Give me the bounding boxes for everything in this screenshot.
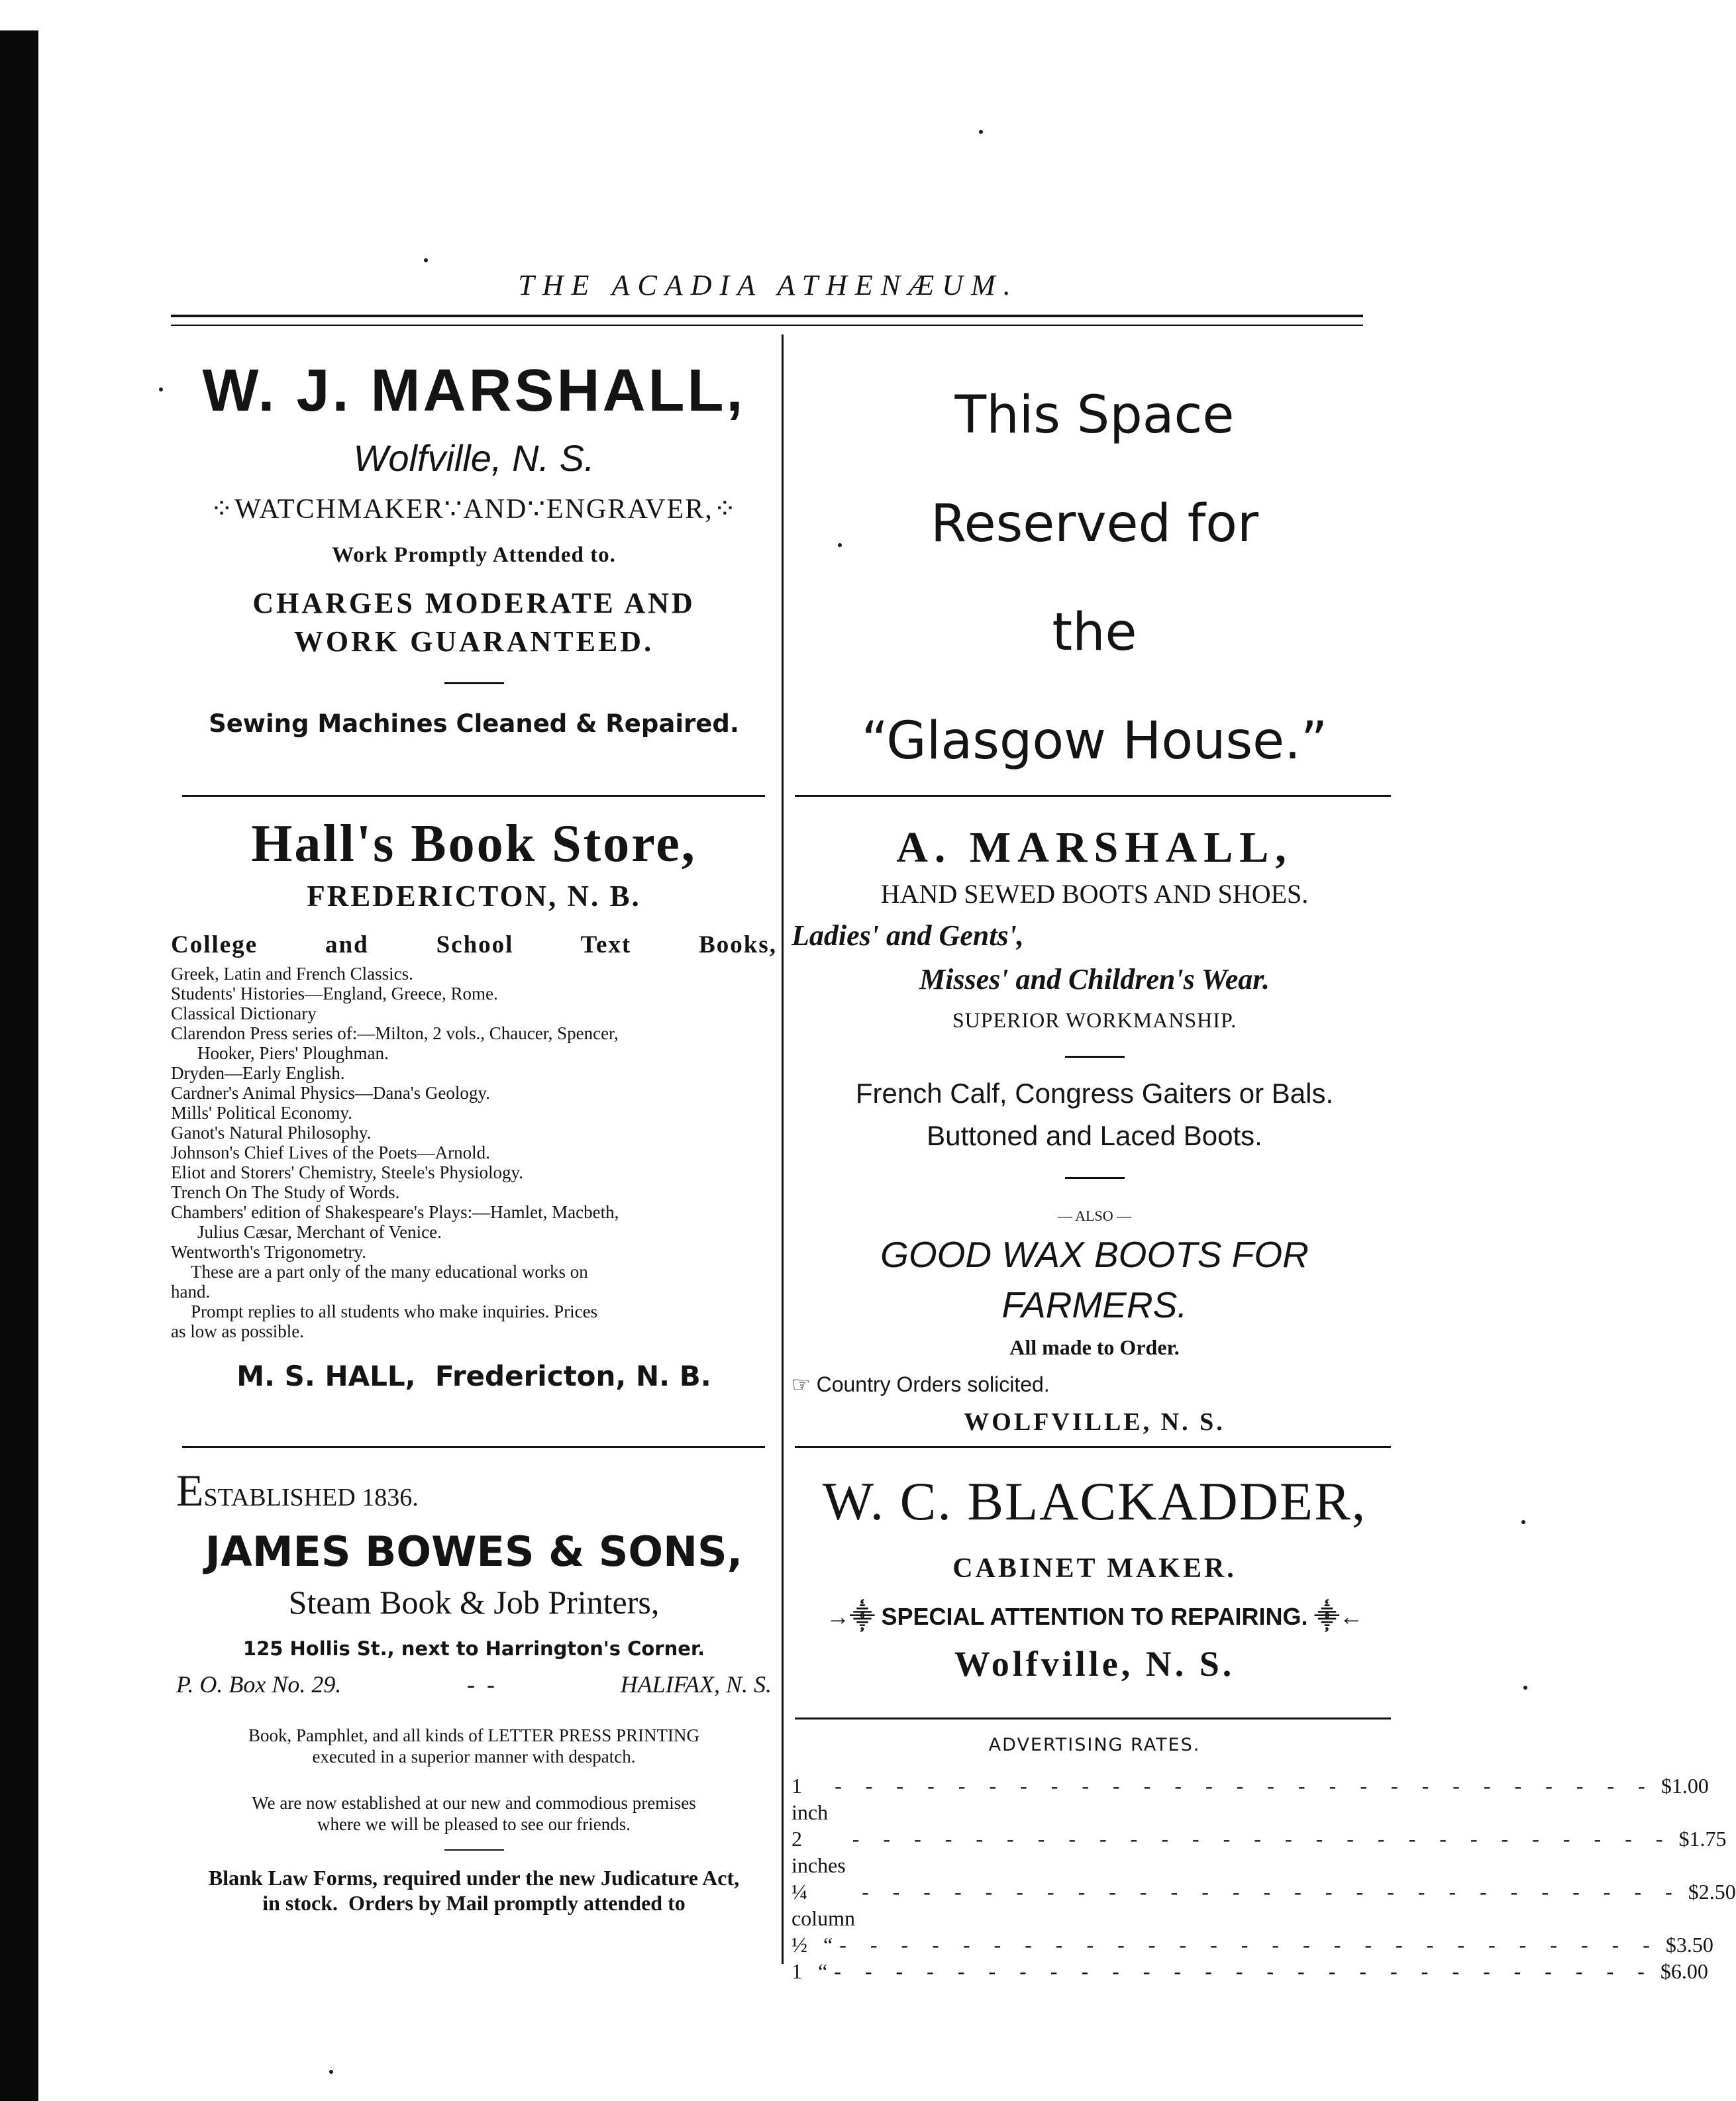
separator [1065, 1177, 1125, 1179]
column-divider [782, 334, 784, 1964]
speck [1523, 1686, 1527, 1690]
ad-text: Work Promptly Attended to. [332, 543, 616, 567]
section-rule [795, 795, 1391, 797]
ad-glasgow-house [791, 361, 1398, 795]
ad-text: WOLFVILLE, N. S. [964, 1408, 1225, 1436]
table-row: 2 inches - - - - - - - - - - - - - - - - - - - - - - - - - - - $1.75 [791, 1827, 1727, 1877]
ad-text: Sewing Machines Cleaned & Repaired. [209, 709, 739, 738]
ad-james-bowes [171, 1467, 777, 1916]
ad-text: in stock. Orders by Mail promptly attended to [262, 1891, 686, 1915]
speck [329, 2070, 333, 2074]
list-item: Trench On The Study of Words. [171, 1182, 400, 1202]
ad-text: WORK GUARANTEED. [293, 625, 654, 658]
est-text: STABLISHED 1836. [203, 1484, 419, 1512]
ad-text: “Glasgow House.” [861, 711, 1328, 771]
rate-price: $1.75 [1678, 1827, 1727, 1851]
ad-title: W. J. MARSHALL, [202, 358, 746, 424]
separator [444, 1849, 504, 1851]
ad-place: Wolfville, N. S. [353, 437, 595, 479]
drop-cap: E [176, 1465, 204, 1515]
ad-text: We are now established at our new and commodious premises [252, 1793, 696, 1813]
ad-text: where we will be pleased to see our friends. [317, 1814, 631, 1834]
ad-text: Ladies' and Gents', [791, 919, 1024, 952]
po-box: P. O. Box No. 29. [176, 1671, 342, 1698]
list-item: Classical Dictionary [171, 1003, 317, 1023]
list-item: Eliot and Storers' Chemistry, Steele's Physiology. [171, 1162, 523, 1182]
header-rule [171, 325, 1363, 326]
rate-label: ½ “ [791, 1933, 833, 1957]
speck [159, 387, 163, 391]
ad-address: 125 Hollis St., next to Harrington's Corner. [242, 1637, 705, 1660]
section-rule [795, 1446, 1391, 1448]
list-item: Students' Histories—England, Greece, Rome. [171, 984, 498, 1003]
ad-wj-marshall [171, 358, 777, 744]
rate-price: $1.00 [1660, 1774, 1709, 1798]
section-rule [182, 795, 765, 797]
table-row: ½ “ - - - - - - - - - - - - - - - - - - - - - - - - - - - $3.50 [791, 1933, 1713, 1957]
list-item: Johnson's Chief Lives of the Poets—Arnold. [171, 1143, 490, 1162]
header-rule [171, 315, 1363, 317]
rate-label: ¼ column [791, 1880, 855, 1930]
ad-title: Hall's Book Store, [251, 815, 697, 873]
rates-title: ADVERTISING RATES. [988, 1735, 1201, 1755]
ad-text: This Space [954, 385, 1235, 445]
ad-blackadder [791, 1467, 1398, 1687]
ad-trade: Steam Book & Job Printers, [288, 1584, 660, 1621]
list-item: Ganot's Natural Philosophy. [171, 1123, 372, 1143]
ad-text: Reserved for [930, 494, 1259, 554]
ad-text: Blank Law Forms, required under the new Judicature Act, [208, 1866, 740, 1890]
ad-text: SUPERIOR WORKMANSHIP. [952, 1008, 1237, 1032]
ad-trade: CABINET MAKER. [952, 1553, 1237, 1584]
city: HALIFAX, N. S. [620, 1671, 772, 1698]
rate-label: 2 inches [791, 1827, 846, 1877]
list-item: Clarendon Press series of:—Milton, 2 vols., Chaucer, Spencer, [171, 1023, 619, 1043]
list-item: Prompt replies to all students who make inquiries. Prices [191, 1302, 598, 1321]
ad-text: Misses' and Children's Wear. [919, 963, 1270, 996]
list-item: Julius Cæsar, Merchant of Venice. [197, 1222, 442, 1242]
ad-text: executed in a superior manner with despatch. [312, 1747, 636, 1767]
rate-label: 1 “ [791, 1959, 828, 1983]
section-rule [795, 1717, 1391, 1719]
list-item: Cardner's Animal Physics—Dana's Geology. [171, 1083, 490, 1103]
page-header: THE ACADIA ATHENÆUM. [518, 269, 1019, 301]
ad-text: Book, Pamphlet, and all kinds of LETTER PRESS PRINTING [248, 1725, 699, 1745]
ad-text: the [1052, 603, 1137, 662]
rate-price: $6.00 [1660, 1959, 1708, 1983]
speck [424, 258, 428, 262]
ad-a-marshall [791, 821, 1398, 1440]
ad-signature: M. S. HALL, Fredericton, N. B. [236, 1360, 711, 1392]
list-item: Mills' Political Economy. [171, 1103, 352, 1123]
book-list [171, 964, 777, 1341]
ad-title: A. MARSHALL, [896, 823, 1293, 872]
ad-title: W. C. BLACKADDER, [822, 1471, 1367, 1531]
ad-text: CHARGES MODERATE AND [252, 587, 695, 619]
separator [444, 682, 504, 684]
separator [1065, 1056, 1125, 1058]
rate-price: $2.50 [1688, 1880, 1736, 1904]
ad-text: — ALSO — [1057, 1207, 1132, 1224]
ad-pobox-line [171, 1668, 777, 1701]
rate-price: $3.50 [1665, 1933, 1713, 1957]
ad-text: ☞ Country Orders solicited. [791, 1372, 1050, 1396]
list-item: as low as possible. [171, 1321, 304, 1341]
ad-trade: ⁘WATCHMAKER∵AND∵ENGRAVER,⁘ [210, 494, 738, 525]
list-item: hand. [171, 1282, 211, 1302]
list-item: Hooker, Piers' Ploughman. [197, 1043, 389, 1063]
advertising-rates [791, 1730, 1736, 1984]
ad-text: French Calf, Congress Gaiters or Bals. [855, 1078, 1334, 1109]
ad-halls-book-store [171, 811, 777, 1400]
ad-text: →⸎ SPECIAL ATTENTION TO REPAIRING. ⸎← [825, 1603, 1364, 1630]
table-row: 1 “ - - - - - - - - - - - - - - - - - - - - - - - - - - - $6.00 [791, 1959, 1708, 1983]
ad-established [171, 1467, 777, 1521]
list-item: Wentworth's Trigonometry. [171, 1242, 366, 1262]
rate-label: 1 inch [791, 1774, 829, 1824]
ad-text: All made to Order. [1009, 1335, 1180, 1359]
ad-text: HAND SEWED BOOTS AND SHOES. [880, 879, 1309, 909]
list-item: Chambers' edition of Shakespeare's Plays:—Hamlet, Macbeth, [171, 1202, 619, 1222]
ad-text: Buttoned and Laced Boots. [927, 1120, 1262, 1151]
speck [1521, 1520, 1525, 1524]
table-row: ¼ column - - - - - - - - - - - - - - - - - - - - - - - - - - - $2.50 [791, 1880, 1736, 1930]
ad-text: GOOD WAX BOOTS FOR FARMERS. [880, 1234, 1309, 1325]
ad-place: Wolfville, N. S. [954, 1644, 1235, 1684]
ad-subtitle: College and School Text Books, [171, 931, 777, 958]
speck [979, 130, 983, 134]
list-item: These are a part only of the many educational works on [191, 1262, 588, 1282]
ad-place: FREDERICTON, N. B. [307, 880, 641, 913]
table-row: 1 inch - - - - - - - - - - - - - - - - - - - - - - - - - - - $1.00 [791, 1774, 1709, 1824]
list-item: Dryden—Early English. [171, 1063, 345, 1083]
ad-title: JAMES BOWES & SONS, [205, 1527, 743, 1576]
rates-table [791, 1772, 1736, 1984]
dashes: - - [467, 1671, 495, 1698]
scan-edge [0, 30, 38, 2101]
list-item: Greek, Latin and French Classics. [171, 964, 413, 984]
section-rule [182, 1446, 765, 1448]
